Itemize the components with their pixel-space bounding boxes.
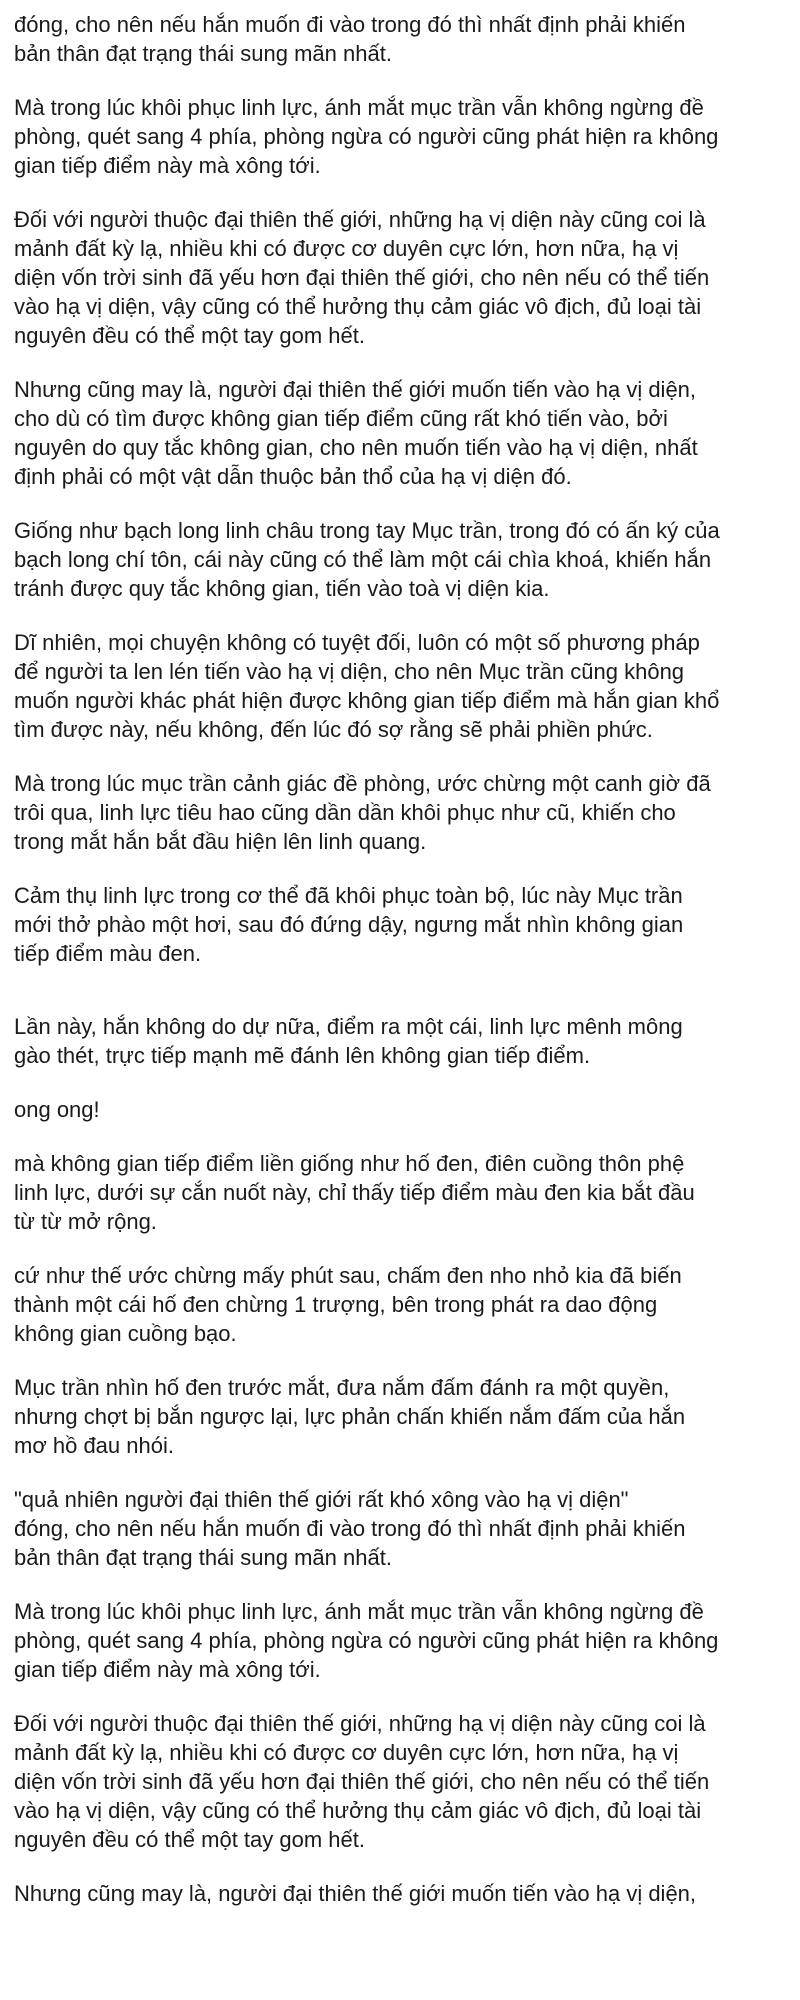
text-line: vào hạ vị diện, vậy cũng có thể hưởng thụ cảm giác vô địch, đủ loại tài — [14, 1798, 702, 1823]
paragraph — [14, 10, 800, 68]
text-line: mảnh đất kỳ lạ, nhiều khi có được cơ duyên cực lớn, hơn nữa, hạ vị — [14, 1740, 679, 1765]
text-line: bản thân đạt trạng thái sung mãn nhất. — [14, 1545, 392, 1570]
paragraph — [14, 93, 800, 180]
paragraph — [14, 1485, 800, 1572]
text-line: Dĩ nhiên, mọi chuyện không có tuyệt đối, luôn có một số phương pháp — [14, 630, 700, 655]
text-line: mà không gian tiếp điểm liền giống như hố đen, điên cuồng thôn phệ — [14, 1151, 685, 1176]
paragraph — [14, 628, 800, 744]
paragraph — [14, 1879, 800, 1908]
text-line: diện vốn trời sinh đã yếu hơn đại thiên thế giới, cho nên nếu có thể tiến — [14, 265, 710, 290]
text-line: diện vốn trời sinh đã yếu hơn đại thiên thế giới, cho nên nếu có thể tiến — [14, 1769, 710, 1794]
text-line: cho dù có tìm được không gian tiếp điểm cũng rất khó tiến vào, bởi — [14, 406, 668, 431]
text-line: gào thét, trực tiếp mạnh mẽ đánh lên không gian tiếp điểm. — [14, 1043, 591, 1068]
text-line: nhưng chợt bị bắn ngược lại, lực phản chấn khiến nắm đấm của hắn — [14, 1404, 686, 1429]
text-line: nguyên do quy tắc không gian, cho nên muốn tiến vào hạ vị diện, nhất — [14, 435, 698, 460]
text-line: Nhưng cũng may là, người đại thiên thế giới muốn tiến vào hạ vị diện, — [14, 1881, 697, 1906]
text-line: bản thân đạt trạng thái sung mãn nhất. — [14, 41, 392, 66]
text-line: trôi qua, linh lực tiêu hao cũng dần dần khôi phục như cũ, khiến cho — [14, 800, 676, 825]
paragraph — [14, 375, 800, 491]
paragraph — [14, 1095, 800, 1124]
text-line: Mà trong lúc khôi phục linh lực, ánh mắt mục trần vẫn không ngừng đề — [14, 95, 704, 120]
text-line: nguyên đều có thể một tay gom hết. — [14, 323, 366, 348]
text-line: Mục trần nhìn hố đen trước mắt, đưa nắm đấm đánh ra một quyền, — [14, 1375, 670, 1400]
text-line: Đối với người thuộc đại thiên thế giới, những hạ vị diện này cũng coi là — [14, 1711, 706, 1736]
text-line: phòng, quét sang 4 phía, phòng ngừa có người cũng phát hiện ra không — [14, 124, 719, 149]
text-line: trong mắt hắn bắt đầu hiện lên linh quang. — [14, 829, 427, 854]
text-line: tránh được quy tắc không gian, tiến vào toà vị diện kia. — [14, 576, 550, 601]
text-line: cứ như thế ước chừng mấy phút sau, chấm đen nho nhỏ kia đã biến — [14, 1263, 682, 1288]
text-line: Mà trong lúc mục trần cảnh giác đề phòng, ước chừng một canh giờ đã — [14, 771, 711, 796]
text-line: Cảm thụ linh lực trong cơ thể đã khôi phục toàn bộ, lúc này Mục trần — [14, 883, 683, 908]
text-line: mảnh đất kỳ lạ, nhiều khi có được cơ duyên cực lớn, hơn nữa, hạ vị — [14, 236, 679, 261]
text-line: mới thở phào một hơi, sau đó đứng dậy, ngưng mắt nhìn không gian — [14, 912, 684, 937]
text-line: định phải có một vật dẫn thuộc bản thổ của hạ vị diện đó. — [14, 464, 572, 489]
text-line: muốn người khác phát hiện được không gian tiếp điểm mà hắn gian khổ — [14, 688, 720, 713]
paragraph — [14, 1261, 800, 1348]
text-line: Nhưng cũng may là, người đại thiên thế giới muốn tiến vào hạ vị diện, — [14, 377, 697, 402]
text-line: bạch long chí tôn, cái này cũng có thể làm một cái chìa khoá, khiến hắn — [14, 547, 712, 572]
text-line: không gian cuồng bạo. — [14, 1321, 237, 1346]
text-line: gian tiếp điểm này mà xông tới. — [14, 153, 321, 178]
text-line: thành một cái hố đen chừng 1 trượng, bên trong phát ra dao động — [14, 1292, 658, 1317]
text-line: từ từ mở rộng. — [14, 1209, 157, 1234]
paragraph — [14, 516, 800, 603]
text-line: mơ hồ đau nhói. — [14, 1433, 174, 1458]
paragraph — [14, 1012, 800, 1070]
text-line: tiếp điểm màu đen. — [14, 941, 202, 966]
text-line: Mà trong lúc khôi phục linh lực, ánh mắt mục trần vẫn không ngừng đề — [14, 1599, 704, 1624]
text-line: gian tiếp điểm này mà xông tới. — [14, 1657, 321, 1682]
text-line: đóng, cho nên nếu hắn muốn đi vào trong đó thì nhất định phải khiến — [14, 1516, 686, 1541]
text-line: linh lực, dưới sự cắn nuốt này, chỉ thấy tiếp điểm màu đen kia bắt đầu — [14, 1180, 695, 1205]
paragraph — [14, 881, 800, 968]
text-line: ong ong! — [14, 1097, 100, 1122]
text-line: nguyên đều có thể một tay gom hết. — [14, 1827, 366, 1852]
text-line: phòng, quét sang 4 phía, phòng ngừa có người cũng phát hiện ra không — [14, 1628, 719, 1653]
paragraph — [14, 1373, 800, 1460]
text-line: Đối với người thuộc đại thiên thế giới, những hạ vị diện này cũng coi là — [14, 207, 706, 232]
paragraph — [14, 1597, 800, 1684]
text-line: tìm được này, nếu không, đến lúc đó sợ rằng sẽ phải phiền phức. — [14, 717, 653, 742]
text-line: Giống như bạch long linh châu trong tay Mục trần, trong đó có ấn ký của — [14, 518, 720, 543]
text-line: vào hạ vị diện, vậy cũng có thể hưởng thụ cảm giác vô địch, đủ loại tài — [14, 294, 702, 319]
text-line: để người ta len lén tiến vào hạ vị diện, cho nên Mục trần cũng không — [14, 659, 685, 684]
paragraph — [14, 1709, 800, 1854]
paragraph — [14, 769, 800, 856]
text-line: "quả nhiên người đại thiên thế giới rất khó xông vào hạ vị diện" — [14, 1487, 629, 1512]
paragraph — [14, 205, 800, 350]
text-line: Lần này, hắn không do dự nữa, điểm ra một cái, linh lực mênh mông — [14, 1014, 683, 1039]
article-body — [14, 10, 800, 1908]
text-line: đóng, cho nên nếu hắn muốn đi vào trong đó thì nhất định phải khiến — [14, 12, 686, 37]
paragraph — [14, 1149, 800, 1236]
